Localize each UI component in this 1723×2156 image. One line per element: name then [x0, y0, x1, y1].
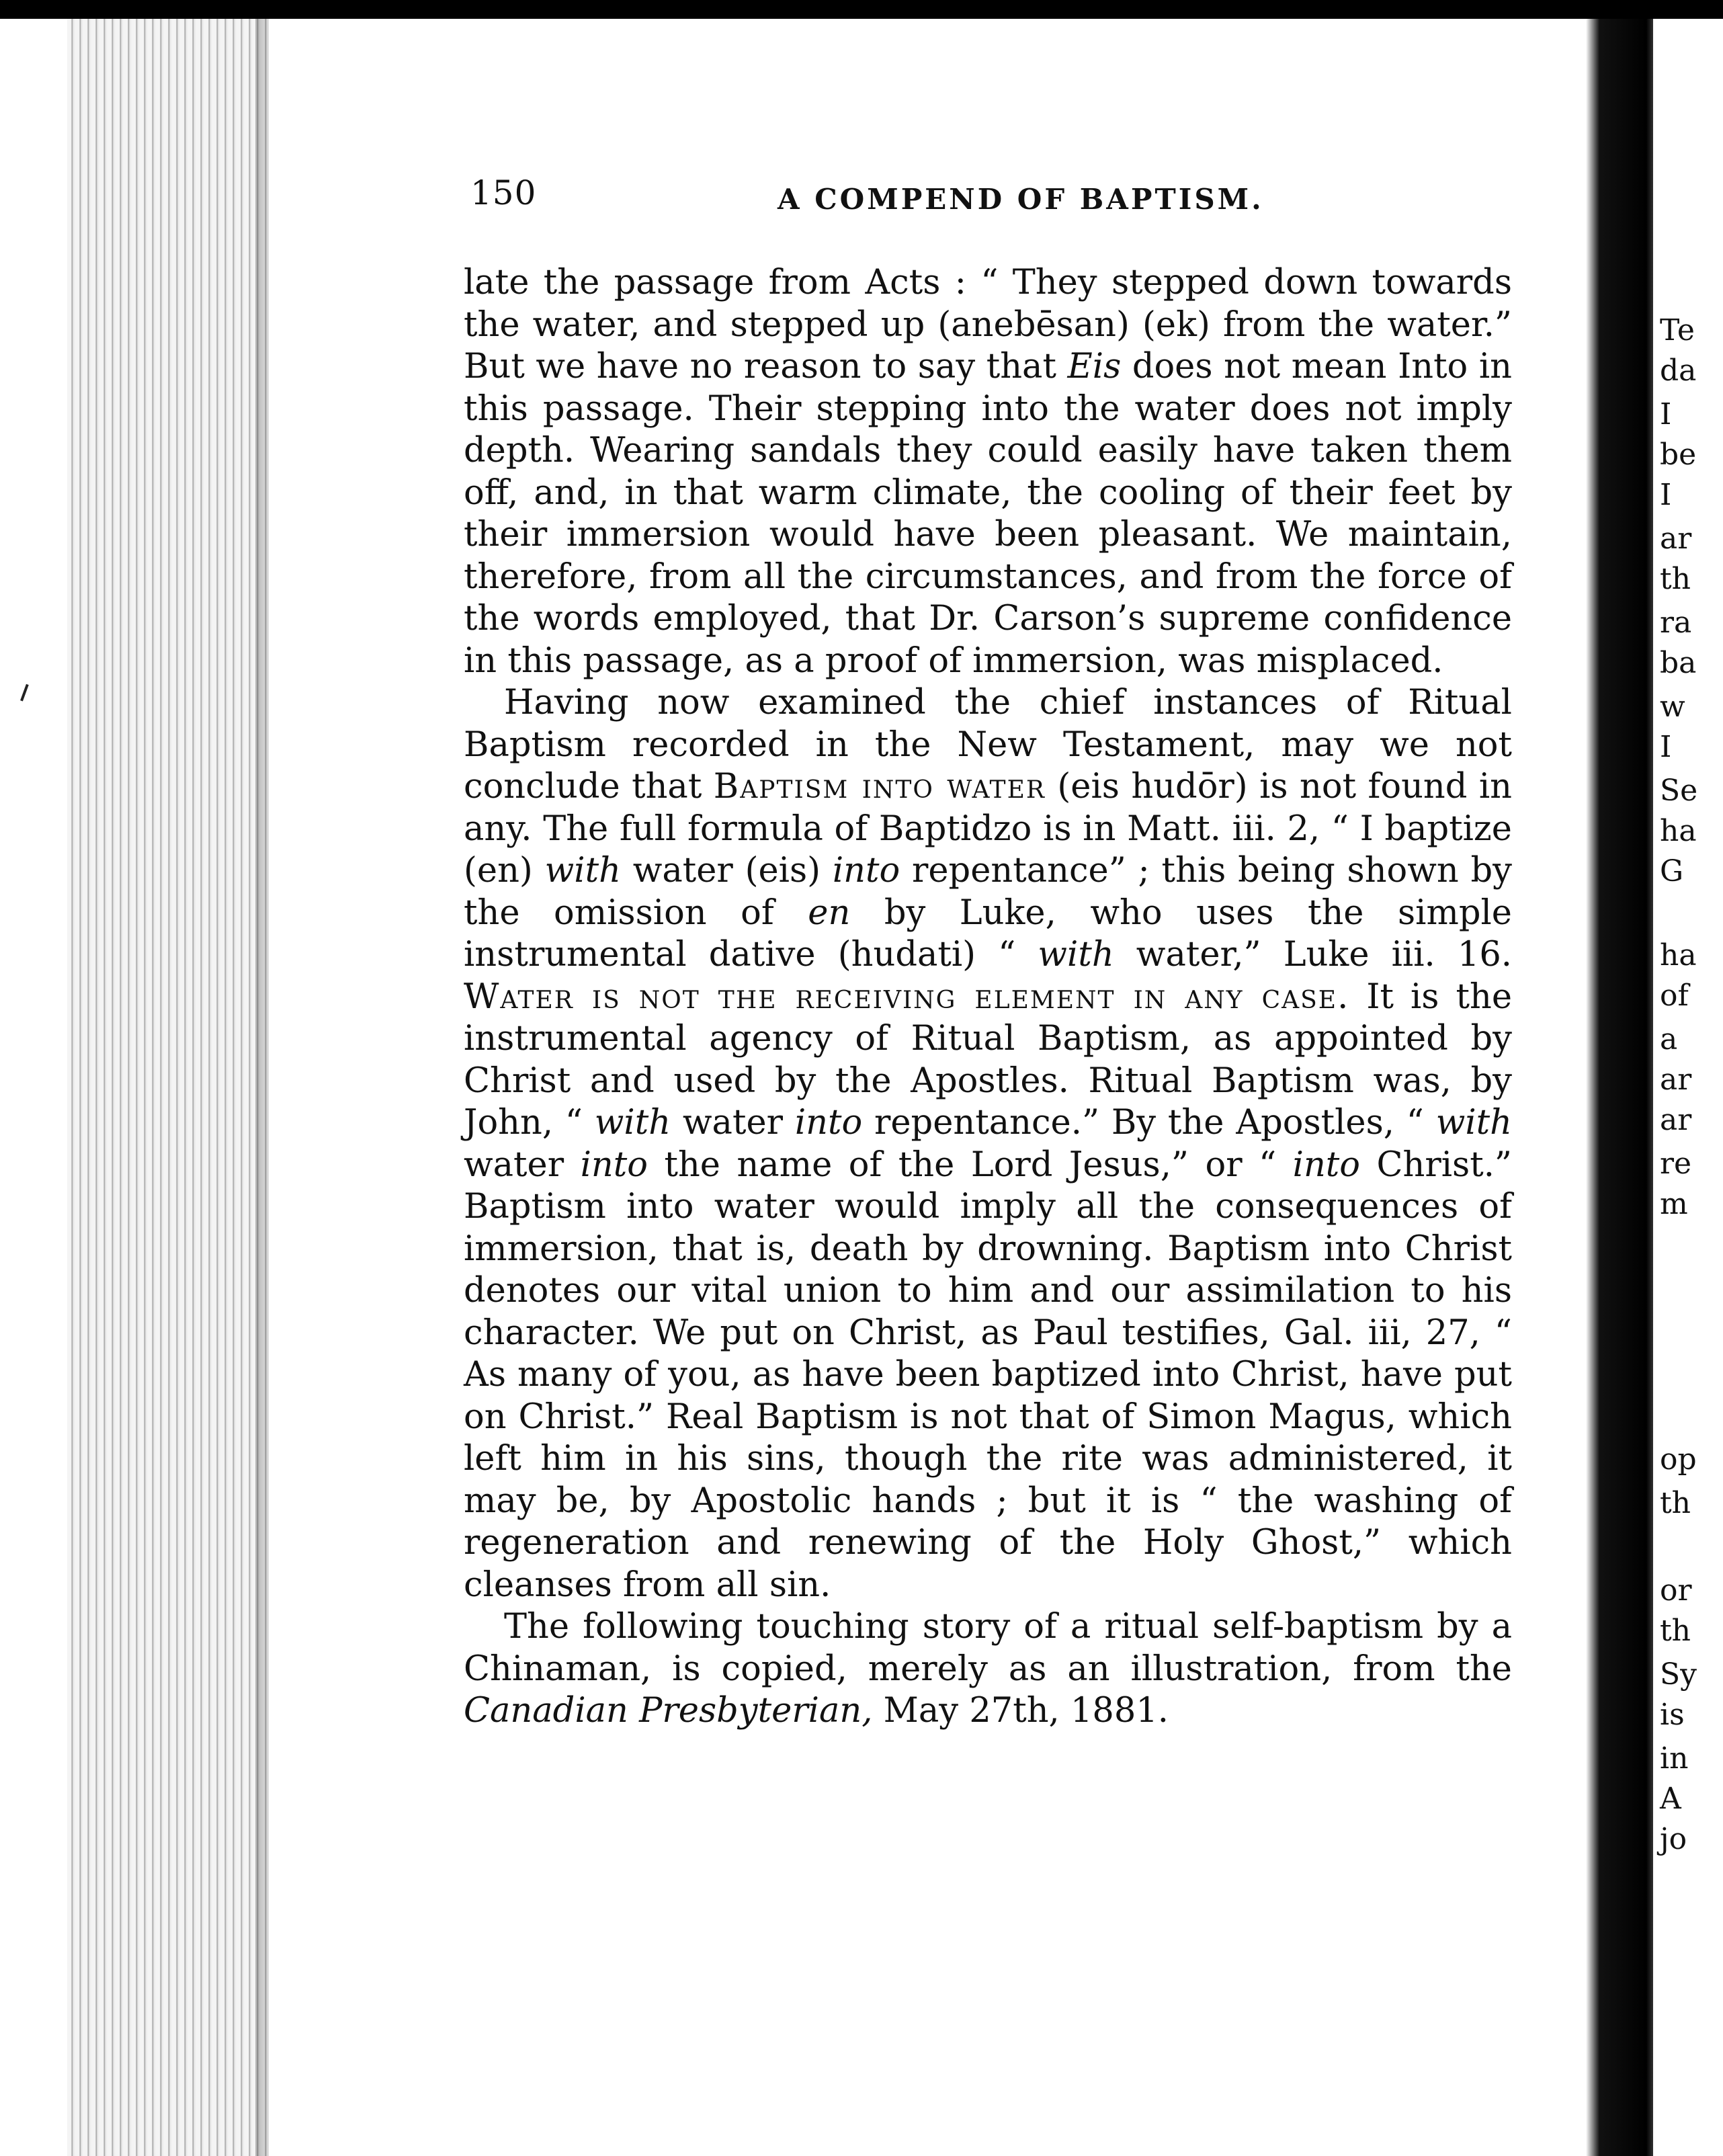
small-caps-text: Water is not the receiving element in any case.: [464, 977, 1350, 1017]
text-run: (eis hudōr) is not found in any. The full formula of Baptidzo is in Matt. iii. 2, “ I baptize (en): [464, 767, 1512, 890]
facing-page-fragment: G: [1660, 854, 1684, 888]
facing-page-fragment: th: [1660, 562, 1691, 596]
facing-page-fragment: m: [1660, 1187, 1688, 1221]
running-title: A COMPEND OF BAPTISM.: [778, 183, 1264, 216]
facing-page-fragment: w: [1660, 690, 1685, 724]
italic-text: with: [594, 1103, 671, 1143]
italic-text: into: [1292, 1145, 1360, 1185]
italic-text: with: [1435, 1103, 1512, 1143]
facing-page-fragment: a: [1660, 1022, 1678, 1056]
scan-top-border: [0, 0, 1723, 19]
facing-page-fragment: op: [1660, 1442, 1697, 1477]
italic-text: Canadian Presbyterian,: [464, 1691, 873, 1731]
text-run: water,” Luke iii. 16.: [1113, 935, 1512, 975]
facing-page-fragment: th: [1660, 1614, 1691, 1648]
text-run: repentance.” By the Apostles, “: [862, 1103, 1436, 1143]
italic-text: into: [580, 1145, 648, 1185]
text-run: Having now examined the chief instances of Ritual Baptism recorded in the New Testament, may we not conclude that: [464, 683, 1512, 806]
facing-page: [1653, 19, 1723, 2156]
facing-page-fragment: or: [1660, 1573, 1692, 1608]
facing-page-fragment: ra: [1660, 606, 1692, 640]
facing-page-fragment: ha: [1660, 814, 1697, 848]
italic-text: into: [794, 1103, 863, 1143]
italic-text: with: [1038, 935, 1114, 975]
facing-page-fragment: A: [1660, 1782, 1681, 1816]
body-text: [464, 262, 1512, 1733]
text-run: water: [464, 1145, 581, 1185]
facing-page-fragment: Te: [1660, 313, 1695, 347]
facing-page-fragment: ar: [1660, 522, 1692, 556]
facing-page-fragment: is: [1660, 1698, 1685, 1732]
text-run: late the passage from Acts : “ They stepped down towards the water, and stepped up (anebēsan) (ek) from the water.” But we have no reason to say that: [464, 263, 1512, 386]
facing-page-fragment: Se: [1660, 774, 1698, 808]
text-run: water (eis): [620, 851, 833, 890]
text-run: Christ.” Baptism into water would imply all the consequences of immersion, that is, death by drowning. Baptism into Christ denotes our vital union to him and our assimilation to his character. We put on Christ, as Paul testifies, Gal. iii, 27, “ As many of you, as have been baptized into Christ, have put on Christ.” Real Baptism is not that of Simon Magus, which left him in his sins, though the rite was administered, it may be, by Apostolic hands ; but it is “ the washing of regeneration and renewing of the Holy Ghost,” which cleanses from all sin.: [464, 1145, 1512, 1605]
text-run: by Luke, who uses the simple instrumental dative (hudati) “: [464, 893, 1512, 975]
page-edges: [67, 19, 269, 2156]
facing-page-fragment: ar: [1660, 1063, 1692, 1097]
paragraph: [464, 1606, 1512, 1733]
facing-page-fragment: da: [1660, 354, 1697, 388]
italic-text: Eis: [1067, 347, 1122, 386]
text-run: does not mean Into in this passage. Their stepping into the water does not imply depth. Wearing sandals they could easily have taken them off, and, in that warm climate, the cooling of their feet by their immersion would have been pleasant. We maintain, therefore, from all the circumstances, and from the force of the words employed, that Dr. Carson’s supreme confidence in this passage, as a proof of immersion, was misplaced.: [464, 347, 1512, 681]
facing-page-fragment: jo: [1660, 1822, 1687, 1856]
facing-page-fragment: I: [1660, 730, 1672, 764]
facing-page-fragment: re: [1660, 1147, 1692, 1181]
paragraph: [464, 682, 1512, 1606]
page-header: [470, 173, 1478, 227]
text-run: the name of the Lord Jesus,” or “: [647, 1145, 1293, 1185]
text-run: water: [671, 1103, 795, 1143]
text-run: It is the instrumental agency of Ritual Baptism, as appointed by Christ and used by the Apostles. Ritual Baptism was, by John, “: [464, 977, 1512, 1143]
book-gutter: [1572, 19, 1653, 2156]
margin-mark: [20, 684, 38, 705]
facing-page-fragment: of: [1660, 979, 1689, 1013]
facing-page-fragment: I: [1660, 478, 1672, 512]
page-number: 150: [470, 173, 537, 212]
paragraph: [464, 262, 1512, 682]
facing-page-fragment: I: [1660, 397, 1672, 431]
text-run: repentance” ; this being shown by the omission of: [464, 851, 1512, 933]
text-run: May 27th, 1881.: [872, 1691, 1169, 1731]
text-run: The following touching story of a ritual self-baptism by a Chinaman, is copied, merely as an illustration, from the: [464, 1607, 1512, 1689]
facing-page-fragment: th: [1660, 1486, 1691, 1520]
facing-page-fragment: ba: [1660, 646, 1697, 680]
italic-text: with: [544, 851, 621, 890]
small-caps-text: Baptism into water: [713, 767, 1046, 806]
facing-page-fragment: Sy: [1660, 1657, 1697, 1692]
facing-page-fragment: ar: [1660, 1103, 1692, 1137]
italic-text: en: [808, 893, 851, 933]
facing-page-fragment: be: [1660, 438, 1697, 472]
facing-page-fragment: in: [1660, 1741, 1689, 1776]
italic-text: into: [832, 851, 900, 890]
facing-page-fragment: ha: [1660, 938, 1697, 972]
